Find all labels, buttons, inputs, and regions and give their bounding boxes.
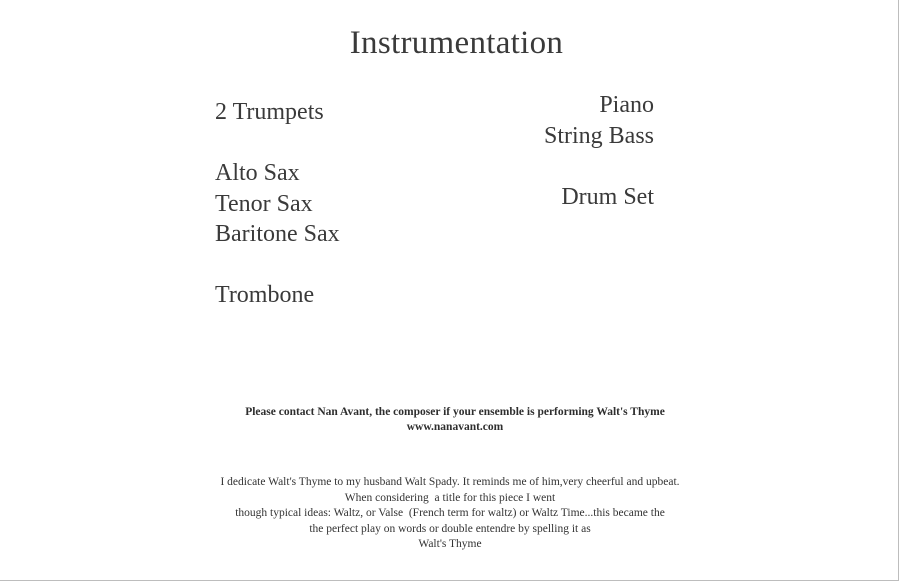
list-spacer [215, 128, 340, 159]
instrument-item: Drum Set [561, 183, 654, 210]
instrument-item: Alto Sax [215, 160, 300, 186]
page-title: Instrumentation [349, 25, 564, 61]
contact-text: Please contact Nan Avant, the composer if your ensemble is performing Walt's Thyme [245, 406, 665, 418]
dedication-line: Walt's Thyme [418, 538, 482, 551]
dedication-line: When considering a title for this piece I went [344, 491, 556, 504]
list-spacer [215, 250, 340, 281]
instrument-item: String Bass [543, 122, 654, 149]
instrument-list-right [544, 90, 654, 212]
instrument-item: Tenor Sax [215, 190, 313, 217]
instrument-item: Piano [599, 92, 654, 118]
dedication-line: though typical ideas: Waltz, or Valse (French term for waltz) or Waltz Time...this became the [235, 507, 665, 520]
instrument-list-left [215, 97, 340, 311]
dedication-line: the perfect play on words or double entendre by spelling it as [309, 522, 591, 535]
contact-note [0, 405, 900, 435]
dedication-note [0, 475, 900, 553]
instrument-item: Baritone Sax [215, 221, 340, 247]
list-spacer [544, 151, 654, 182]
instrument-item: Trombone [215, 282, 315, 308]
website-text: www.nanavant.com [406, 421, 504, 433]
instrument-item: 2 Trumpets [215, 99, 324, 125]
dedication-line: I dedicate Walt's Thyme to my husband Walt Spady. It reminds me of him,very cheerful and upbeat. [220, 476, 680, 488]
